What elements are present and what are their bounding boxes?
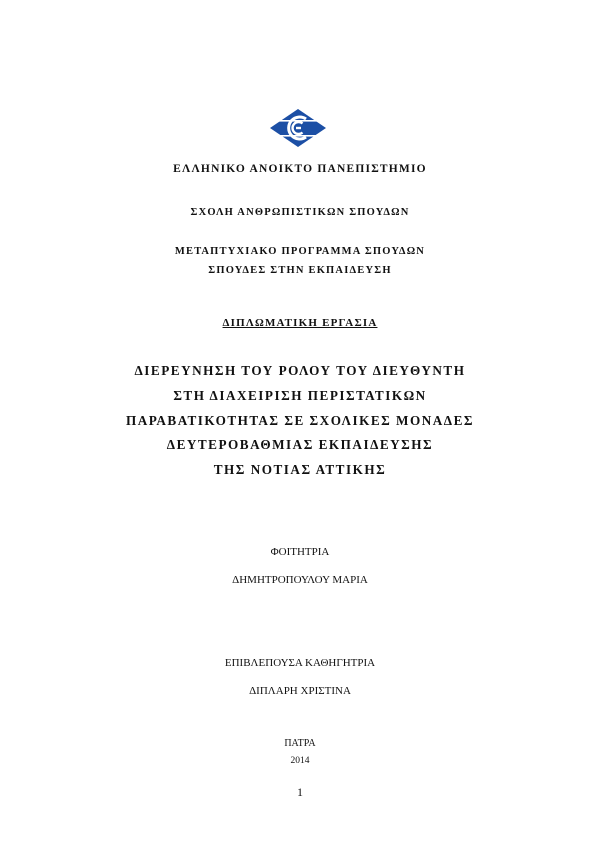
supervisor-name: ΔΙΠΛΑΡΗ ΧΡΙΣΤΙΝΑ bbox=[249, 685, 351, 697]
year: 2014 bbox=[290, 756, 310, 766]
thesis-title-line: ΔΙΕΡΕΥΝΗΣΗ ΤΟΥ ΡΟΛΟΥ ΤΟΥ ΔΙΕΥΘΥΝΤΗ bbox=[134, 363, 466, 378]
supervisor-label: ΕΠΙΒΛΕΠΟΥΣΑ ΚΑΘΗΓΗΤΡΙΑ bbox=[224, 657, 376, 669]
thesis-type: ΔΙΠΛΩΜΑΤΙΚΗ ΕΡΓΑΣΙΑ bbox=[222, 317, 378, 329]
thesis-title-line: ΔΕΥΤΕΡΟΒΑΘΜΙΑΣ ΕΚΠΑΙΔΕΥΣΗΣ bbox=[166, 437, 434, 452]
university-name: ΕΛΛΗΝΙΚΟ ΑΝΟΙΚΤΟ ΠΑΝΕΠΙΣΤΗΜΙΟ bbox=[173, 163, 427, 175]
thesis-title-line: ΤΗΣ ΝΟΤΙΑΣ ΑΤΤΙΚΗΣ bbox=[213, 462, 387, 477]
thesis-title-line: ΣΤΗ ΔΙΑΧΕΙΡΙΣΗ ΠΕΡΙΣΤΑΤΙΚΩΝ bbox=[173, 388, 427, 403]
student-name: ΔΗΜΗΤΡΟΠΟΥΛΟΥ ΜΑΡΙΑ bbox=[232, 574, 368, 586]
city: ΠΑΤΡΑ bbox=[284, 738, 316, 749]
school-name: ΣΧΟΛΗ ΑΝΘΡΩΠΙΣΤΙΚΩΝ ΣΠΟΥΔΩΝ bbox=[190, 207, 410, 218]
thesis-title-line: ΠΑΡΑΒΑΤΙΚΟΤΗΤΑΣ ΣΕ ΣΧΟΛΙΚΕΣ ΜΟΝΑΔΕΣ bbox=[126, 413, 474, 428]
page-number: 1 bbox=[297, 785, 303, 799]
program-subtitle: ΣΠΟΥΔΕΣ ΣΤΗΝ ΕΚΠΑΙΔΕΥΣΗ bbox=[208, 265, 392, 276]
program-name: ΜΕΤΑΠΤΥΧΙΑΚΟ ΠΡΟΓΡΑΜΜΑ ΣΠΟΥΔΩΝ bbox=[174, 246, 426, 257]
university-emblem-icon bbox=[268, 108, 328, 148]
student-label: ΦΟΙΤΗΤΡΙΑ bbox=[270, 546, 330, 558]
